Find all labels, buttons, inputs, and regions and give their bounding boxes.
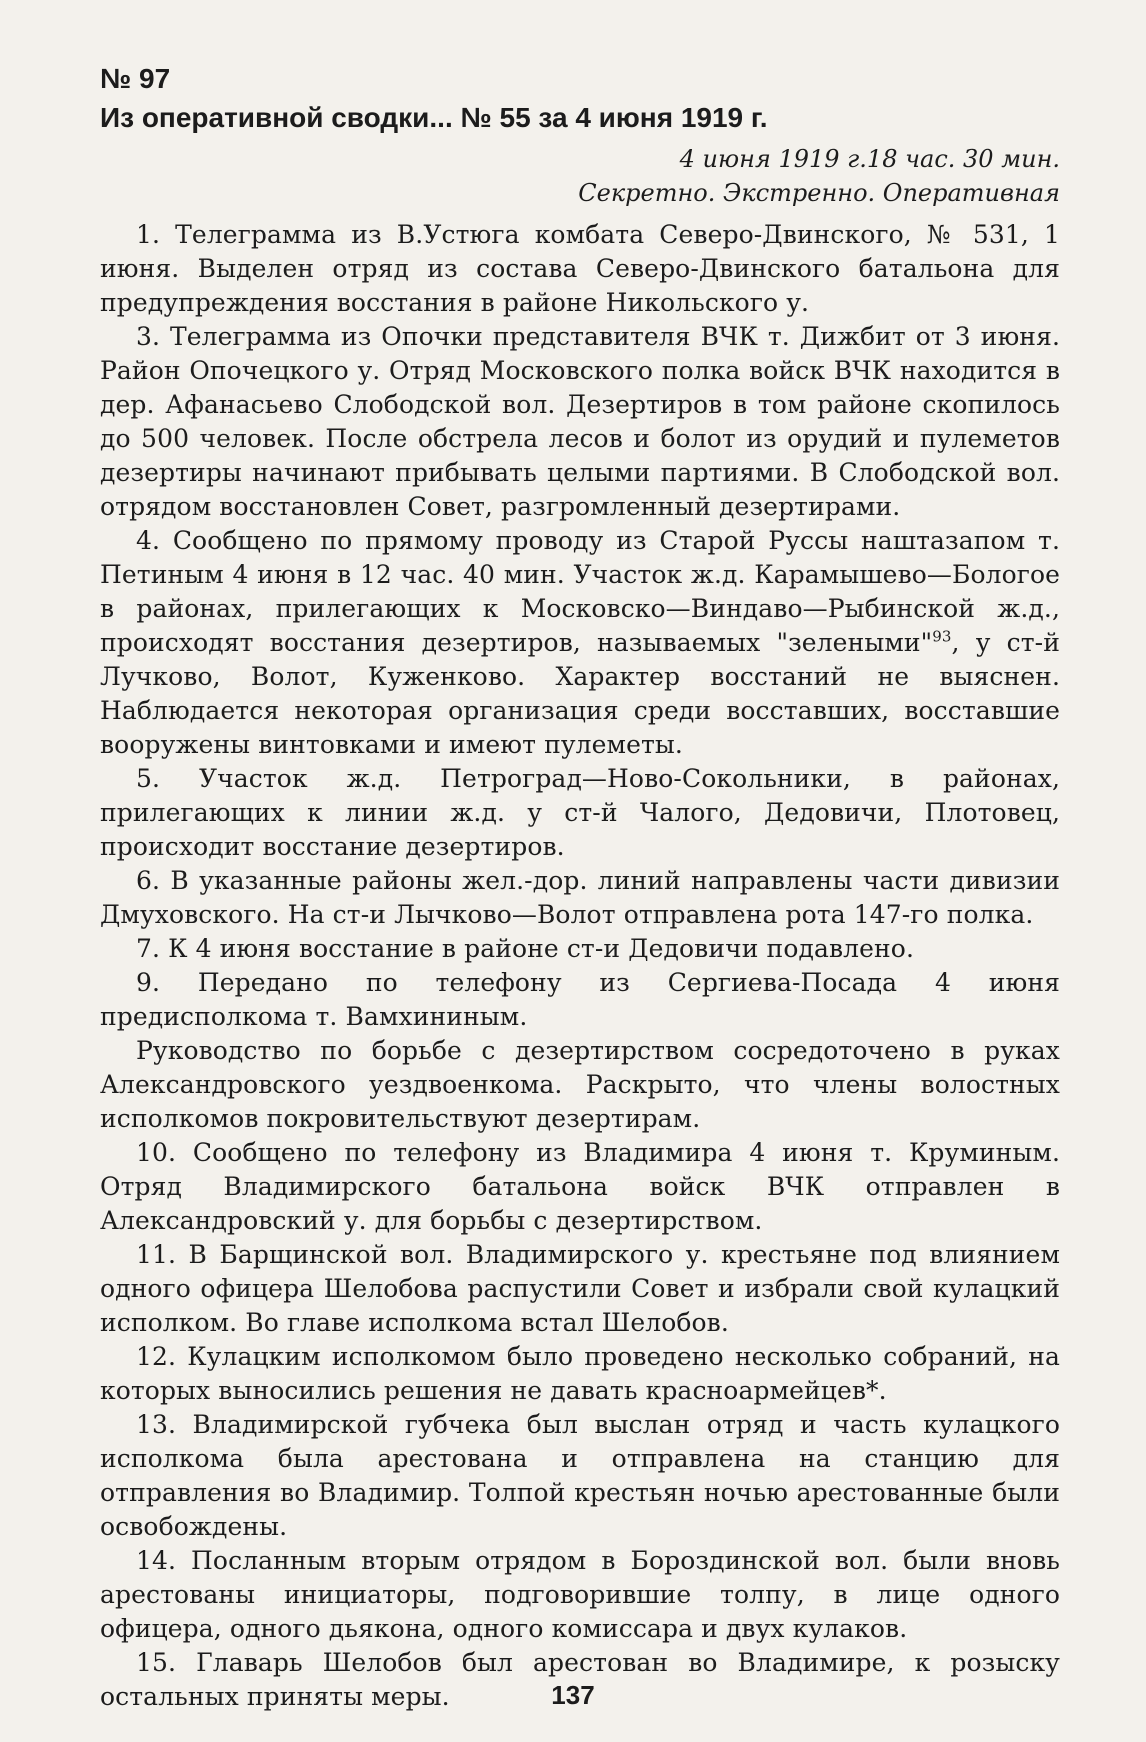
document-classification: Секретно. Экстренно. Оперативная xyxy=(578,179,1060,207)
paragraph-13: 13. Владимирской губчека был выслан отряд и часть кулацкого исполкома была арестована и отправлена на станцию для отправления во Владимир. Толпой крестьян ночью арестованные были освобождены. xyxy=(100,1410,1060,1541)
paragraph-9-continued: Руководство по борьбе с дезертирством сосредоточено в руках Александровского уездвоенкома. Раскрыто, что члены волостных исполкомов покровительствуют дезертирам. xyxy=(100,1036,1060,1133)
document-body xyxy=(100,218,1060,1714)
page-number: 137 xyxy=(551,1680,595,1710)
paragraph-11: 11. В Барщинской вол. Владимирского у. крестьяне под влиянием одного офицера Шелобова распустили Совет и избрали свой кулацкий исполком. Во главе исполкома встал Шелобов. xyxy=(100,1240,1060,1337)
paragraph-7: 7. К 4 июня восстание в районе ст-и Дедовичи подавлено. xyxy=(136,934,914,963)
paragraph-15: 15. Главарь Шелобов был арестован во Владимире, к розыску остальных приняты меры. xyxy=(100,1648,1060,1711)
paragraph-4 xyxy=(100,524,1060,762)
paragraph-1: 1. Телеграмма из В.Устюга комбата Северо-Двинского, № 531, 1 июня. Выделен отряд из состава Северо-Двинского батальона для предупреждения восстания в районе Никольского у. xyxy=(100,220,1060,317)
document-date-time: 4 июня 1919 г.18 час. 30 мин. xyxy=(679,145,1060,173)
paragraph-4-text-after: , у ст-й Лучково, Волот, Куженково. Характер восстаний не выяснен. Наблюдается некоторая организация среди восставших, восставшие вооружены винтовками и имеют пулеметы. xyxy=(100,628,1060,759)
paragraph-3: 3. Телеграмма из Опочки представителя ВЧК т. Дижбит от 3 июня. Район Опочецкого у. Отряд Московского полка войск ВЧК находится в дер. Афанасьево Слободской вол. Дезертиров в том районе скопилось до 500 человек. После обстрела лесов и болот из орудий и пулеметов дезертиры начинают прибывать целыми партиями. В Слободской вол. отрядом восстановлен Совет, разгромленный дезертирами. xyxy=(100,322,1060,521)
paragraph-6: 6. В указанные районы жел.-дор. линий направлены части дивизии Дмуховского. На ст-и Лычково—Волот отправлена рота 147-го полка. xyxy=(100,866,1060,929)
paragraph-4-text-before: 4. Сообщено по прямому проводу из Старой Руссы наштазапом т. Петиным 4 июня в 12 час. 40 мин. Участок ж.д. Карамышево—Бологое в районах, прилегающих к Московско—Виндаво—Рыбинской ж.д., происходят восстания дезертиров, называемых "зелеными" xyxy=(100,526,1060,657)
document-title: Из оперативной сводки... № 55 за 4 июня 1919 г. xyxy=(100,102,768,133)
paragraph-5: 5. Участок ж.д. Петроград—Ново-Сокольники, в районах, прилегающих к линии ж.д. у ст-й Чалого, Дедовичи, Плотовец, происходит восстание дезертиров. xyxy=(100,764,1060,861)
paragraph-12: 12. Кулацким исполкомом было проведено несколько собраний, на которых выносились решения не давать красноармейцев*. xyxy=(100,1342,1060,1405)
document-number: № 97 xyxy=(100,63,171,94)
footnote-ref-93: 93 xyxy=(932,627,952,646)
paragraph-10: 10. Сообщено по телефону из Владимира 4 июня т. Круминым. Отряд Владимирского батальона войск ВЧК отправлен в Александровский у. для борьбы с дезертирством. xyxy=(100,1138,1060,1235)
paragraph-9: 9. Передано по телефону из Сергиева-Посада 4 июня предисполкома т. Вамхининым. xyxy=(100,968,1060,1031)
document-page xyxy=(100,62,1060,1714)
paragraph-14: 14. Посланным вторым отрядом в Бороздинской вол. были вновь арестованы инициаторы, подговорившие толпу, в лице одного офицера, одного дьякона, одного комиссара и двух кулаков. xyxy=(100,1546,1060,1643)
document-meta xyxy=(100,142,1060,210)
